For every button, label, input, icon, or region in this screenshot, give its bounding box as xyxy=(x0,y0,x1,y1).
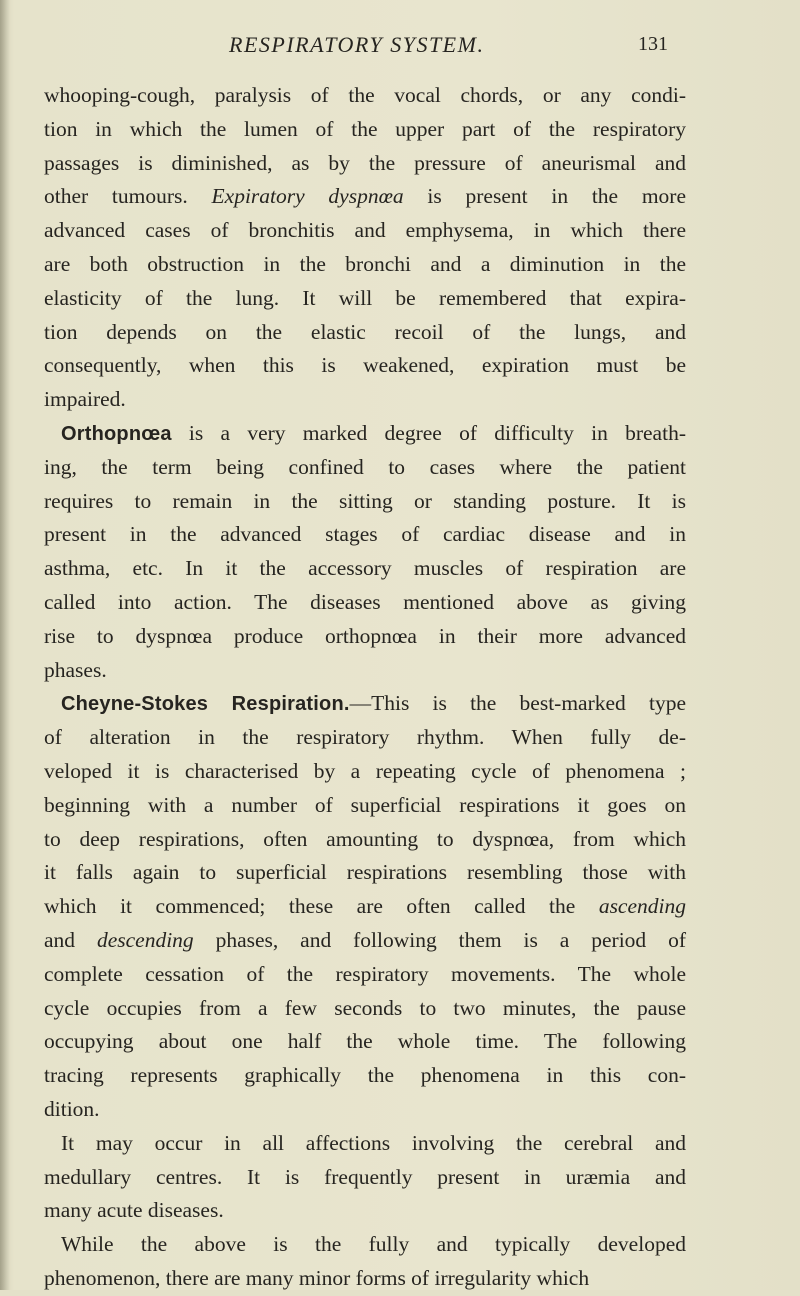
text-segment: tracing represents graphically the phenomena in this con- xyxy=(44,1063,686,1088)
text-segment: advanced cases of bronchitis and emphysema, in which there xyxy=(44,218,686,243)
text-segment: elasticity of the lung. It will be remembered that expira- xyxy=(44,285,686,310)
text-segment: phenomenon, there are many minor forms of irregularity which xyxy=(44,1265,590,1290)
text-segment: cycle occupies from a few seconds to two minutes, the pause xyxy=(44,995,686,1020)
text-segment: to deep respirations, often amounting to dyspnœa, from which xyxy=(44,826,686,851)
text-line xyxy=(44,1194,686,1228)
text-line xyxy=(44,1059,686,1093)
text-line xyxy=(44,856,686,890)
text-segment: whooping-cough, paralysis of the vocal chords, or any condi- xyxy=(44,83,686,107)
text-line xyxy=(44,1093,686,1127)
text-segment: present in the advanced stages of cardiac disease and in xyxy=(44,522,686,547)
text-line xyxy=(44,890,686,924)
text-segment: veloped it is characterised by a repeating cycle of phenomena ; xyxy=(44,758,686,783)
text-segment: asthma, etc. In it the accessory muscles of respiration are xyxy=(44,556,686,581)
text-segment: phases, and following them is a period of xyxy=(193,927,686,952)
text-segment: tion depends on the elastic recoil of the lungs, and xyxy=(44,319,686,344)
text-line xyxy=(44,1025,686,1059)
text-segment: It may occur in all affections involving the cerebral and xyxy=(61,1130,686,1155)
text-line xyxy=(44,180,686,214)
page-gutter-shadow xyxy=(0,0,10,1290)
text-line xyxy=(44,620,686,654)
text-line xyxy=(44,958,686,992)
text-segment: phases. xyxy=(44,657,107,682)
text-line xyxy=(44,214,686,248)
text-segment: ing, the term being confined to cases where the patient xyxy=(44,454,686,479)
text-line xyxy=(44,586,686,620)
text-segment: While the above is the fully and typically developed xyxy=(61,1232,686,1257)
italic-term: ascending xyxy=(598,894,686,919)
text-segment: requires to remain in the sitting or standing posture. It is xyxy=(44,488,686,513)
text-segment: is present in the more xyxy=(403,184,687,209)
italic-term: Expiratory dyspnœa xyxy=(211,184,404,209)
text-line xyxy=(44,552,686,586)
text-line xyxy=(44,1161,686,1195)
text-line xyxy=(44,1262,686,1296)
text-line xyxy=(44,518,686,552)
text-segment: of alteration in the respiratory rhythm. When fully de- xyxy=(44,725,686,750)
page-number: 131 xyxy=(638,33,668,55)
text-line xyxy=(44,1228,686,1262)
text-line xyxy=(44,248,686,282)
text-segment: medullary centres. It is frequently present in uræmia and xyxy=(44,1164,686,1189)
text-line xyxy=(44,417,686,451)
page-header xyxy=(0,32,800,62)
text-line xyxy=(44,789,686,823)
text-line xyxy=(44,282,686,316)
text-line xyxy=(44,654,686,688)
text-segment: tion in which the lumen of the upper part of the respiratory xyxy=(44,116,686,141)
text-line xyxy=(44,721,686,755)
text-line xyxy=(44,1127,686,1161)
text-line xyxy=(44,79,686,113)
text-line xyxy=(44,992,686,1026)
text-line xyxy=(44,147,686,181)
italic-term: descending xyxy=(96,927,194,952)
text-line xyxy=(44,349,686,383)
text-segment: it falls again to superficial respirations resembling those with xyxy=(44,860,686,885)
text-segment: impaired. xyxy=(44,387,126,412)
text-segment: —This is the best-marked type xyxy=(349,691,686,716)
text-segment: rise to dyspnœa produce orthopnœa in their more advanced xyxy=(44,623,686,648)
text-line xyxy=(44,383,686,417)
paragraph-heading: Orthopnœa xyxy=(61,422,172,445)
text-line xyxy=(44,823,686,857)
text-segment: complete cessation of the respiratory movements. The whole xyxy=(44,961,686,986)
text-segment: called into action. The diseases mentioned above as giving xyxy=(44,589,686,614)
text-segment: is a very marked degree of difficulty in breath- xyxy=(171,420,686,445)
text-segment: and xyxy=(44,927,97,952)
text-line xyxy=(44,451,686,485)
paragraph-heading: Cheyne-Stokes Respiration. xyxy=(61,693,350,716)
body-text xyxy=(44,79,686,1296)
text-segment: which it commenced; these are often called the xyxy=(44,894,599,919)
text-segment: other tumours. xyxy=(44,184,212,209)
text-line xyxy=(44,113,686,147)
text-line xyxy=(44,755,686,789)
text-line xyxy=(44,485,686,519)
text-segment: occupying about one half the whole time. The following xyxy=(44,1029,686,1054)
text-line xyxy=(44,316,686,350)
text-segment: are both obstruction in the bronchi and a diminution in the xyxy=(44,251,686,276)
text-segment: many acute diseases. xyxy=(44,1198,224,1223)
text-line xyxy=(44,687,686,721)
running-head: RESPIRATORY SYSTEM. xyxy=(229,32,485,57)
text-segment: dition. xyxy=(44,1096,100,1121)
text-segment: beginning with a number of superficial respirations it goes on xyxy=(44,792,686,817)
text-segment: consequently, when this is weakened, expiration must be xyxy=(44,353,686,378)
text-segment: passages is diminished, as by the pressure of aneurismal and xyxy=(44,150,686,175)
text-line xyxy=(44,924,686,958)
